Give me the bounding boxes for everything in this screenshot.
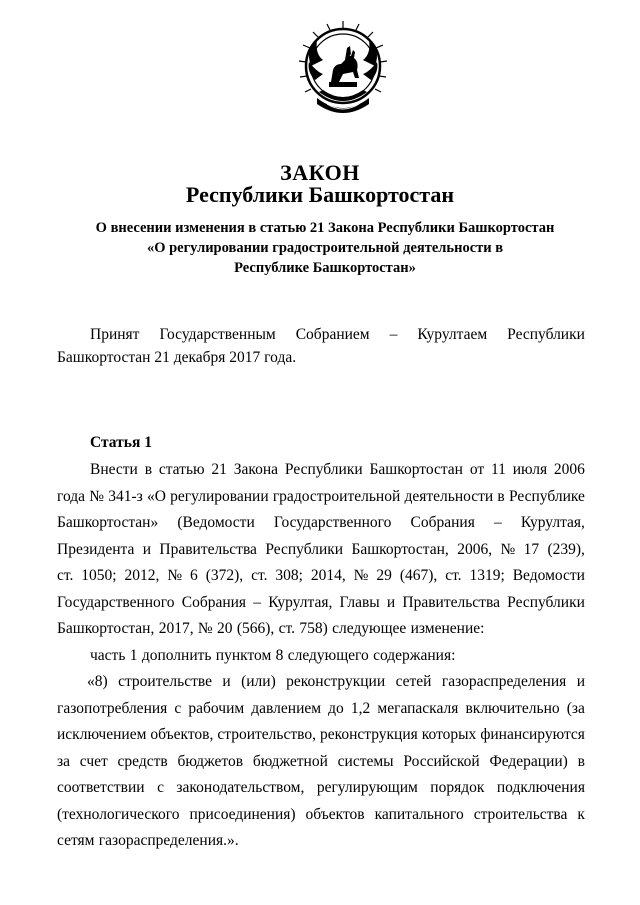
word: содержания:	[373, 646, 456, 664]
word: №	[89, 487, 105, 505]
word: (467),	[399, 567, 438, 584]
word: 2006	[553, 461, 585, 478]
word: 2017,	[158, 620, 194, 637]
word: следующее	[332, 620, 407, 637]
article-heading: Статья 1	[90, 434, 152, 451]
word: Правительства	[402, 593, 500, 611]
body-line	[57, 749, 585, 776]
word: Собрания	[410, 514, 475, 531]
word: реконструкции	[286, 673, 386, 690]
coat-of-arms-icon	[297, 20, 389, 122]
word: 341-з	[108, 487, 143, 505]
body-line	[57, 802, 585, 829]
word: бюджетов	[177, 752, 244, 770]
word: Республики	[265, 540, 344, 558]
word: Собрания	[181, 593, 247, 611]
word: сетей	[395, 673, 432, 690]
body-line	[57, 484, 585, 511]
word: исключением	[57, 726, 147, 743]
word: Государственного	[57, 593, 175, 611]
body-line	[57, 643, 585, 670]
word: (технологического	[57, 805, 180, 823]
body-line	[57, 828, 585, 855]
word: за	[57, 752, 71, 770]
word: ст.	[278, 620, 295, 637]
word: «О	[147, 487, 166, 505]
word: Башкортостан,	[57, 620, 155, 637]
word: капитального	[374, 805, 464, 823]
body-line	[57, 669, 585, 696]
body-line	[57, 563, 585, 590]
word: №	[353, 567, 369, 584]
word: (239),	[547, 540, 585, 558]
word: и	[142, 540, 152, 558]
body-line	[57, 722, 585, 749]
word: 17	[523, 540, 540, 558]
word: включительно	[465, 699, 560, 717]
word: газораспределения.».	[98, 832, 239, 849]
body-line	[57, 537, 585, 564]
word: Курултая,	[520, 514, 585, 531]
word: с	[174, 699, 182, 717]
article-body	[57, 457, 585, 855]
word: пунктом	[215, 646, 272, 664]
word: ст.	[251, 567, 268, 584]
word: строительство,	[217, 726, 316, 743]
word: (372),	[205, 567, 244, 584]
word: –	[493, 514, 502, 531]
word: 1319;	[469, 567, 505, 584]
word: Закона	[233, 461, 279, 478]
word: присоединения)	[189, 805, 296, 823]
word: Ведомости	[512, 567, 585, 584]
law-title: ЗАКОН	[280, 160, 360, 185]
adoption-line	[57, 323, 585, 346]
subtitle-line: О внесении изменения в статью 21 Закона Республики Башкортостан	[95, 220, 555, 236]
word: средств	[117, 752, 168, 770]
word: Башкортостан,	[351, 540, 449, 558]
word: финансируются	[480, 726, 585, 743]
word: –	[253, 593, 262, 611]
word: бюджетной	[252, 752, 328, 770]
word: порядок	[430, 779, 485, 796]
law-subtitle	[80, 218, 570, 278]
word: Правительства	[159, 540, 257, 558]
word: регулировании	[170, 487, 269, 505]
word: и	[386, 593, 396, 611]
subtitle-line: «О регулировании градостроительной деятельности в	[146, 240, 504, 256]
word: 1,2	[350, 699, 371, 717]
word: Республики	[507, 326, 585, 343]
subtitle-line: Республике Башкортостан»	[234, 260, 416, 276]
word: (или)	[241, 673, 276, 690]
word: регулирующим	[316, 779, 418, 796]
word: Башкортостан	[369, 461, 463, 478]
word: Президента	[57, 540, 135, 558]
word: газораспределения	[441, 673, 567, 690]
adoption-statement	[57, 323, 585, 369]
word: 2012,	[124, 567, 160, 584]
word: строительстве	[118, 673, 212, 690]
word: Курултая,	[268, 593, 333, 611]
word: подключения	[496, 779, 585, 796]
body-line	[57, 616, 585, 643]
word: 2006,	[457, 540, 493, 558]
word: мегапаскаля	[377, 699, 459, 717]
word: сетям	[57, 832, 95, 849]
word: рабочим	[188, 699, 245, 717]
word: Главы	[339, 593, 380, 611]
word: 8	[275, 646, 284, 664]
word: (Ведомости	[177, 514, 255, 531]
word: 11	[490, 461, 506, 478]
word: изменение:	[410, 620, 485, 637]
word: Башкортостан»	[57, 514, 159, 531]
word: Принят	[90, 326, 140, 343]
body-line	[57, 590, 585, 617]
word: следующего	[287, 646, 369, 664]
word: с	[157, 779, 164, 796]
word: Федерации)	[489, 752, 568, 770]
word: в	[577, 752, 585, 770]
body-line	[57, 510, 585, 537]
word: которых	[421, 726, 477, 743]
word: строительства	[473, 805, 568, 823]
word: до	[328, 699, 344, 717]
word: законодательством,	[176, 779, 305, 796]
word: 20	[217, 620, 233, 637]
word: Государственным	[159, 326, 276, 343]
word: Собранием	[295, 326, 370, 343]
word: 6	[190, 567, 198, 584]
word: Государственного	[273, 514, 392, 531]
word: от	[469, 461, 485, 478]
word: ст.	[445, 567, 462, 584]
word: Внести	[90, 461, 138, 478]
word: в	[144, 461, 153, 478]
word: деятельности	[404, 487, 494, 505]
word: Российской	[403, 752, 480, 770]
word: Республике	[508, 487, 585, 505]
word: (566),	[236, 620, 275, 637]
word: 21	[211, 461, 227, 478]
word: градостроительной	[272, 487, 401, 505]
republic-title: Республики Башкортостан	[185, 182, 455, 207]
body-line	[57, 457, 585, 484]
adoption-line: Башкортостан 21 декабря 2017 года.	[57, 349, 297, 366]
word: газопотребления	[57, 699, 168, 717]
word: №	[167, 567, 183, 584]
word: объектов,	[150, 726, 214, 743]
word: –	[389, 326, 398, 343]
word: ст.	[57, 567, 74, 584]
word: к	[577, 805, 585, 823]
word: системы	[337, 752, 394, 770]
word: и	[576, 673, 585, 690]
body-line	[57, 696, 585, 723]
word: года	[57, 487, 86, 505]
body-line	[57, 775, 585, 802]
word: статью	[158, 461, 205, 478]
word: «8)	[87, 673, 108, 690]
word: счет	[79, 752, 108, 770]
word: дополнить	[141, 646, 212, 664]
word: Республики	[284, 461, 363, 478]
word: Курултаем	[417, 326, 488, 343]
word: Республики	[507, 593, 585, 611]
word: соответствии	[57, 779, 145, 796]
word: давлением	[251, 699, 322, 717]
word: и	[222, 673, 231, 690]
word: №	[500, 540, 516, 558]
word: 1050;	[81, 567, 117, 584]
word: 758)	[299, 620, 328, 637]
word: реконструкция	[319, 726, 418, 743]
word: 29	[376, 567, 392, 584]
word: объектов	[305, 805, 365, 823]
word: 1	[129, 646, 138, 664]
word: №	[197, 620, 213, 637]
word: 308;	[275, 567, 303, 584]
word: часть	[90, 646, 126, 664]
word: (за	[566, 699, 585, 717]
word: июля	[512, 461, 548, 478]
word: 2014,	[310, 567, 346, 584]
word: в	[497, 487, 505, 505]
